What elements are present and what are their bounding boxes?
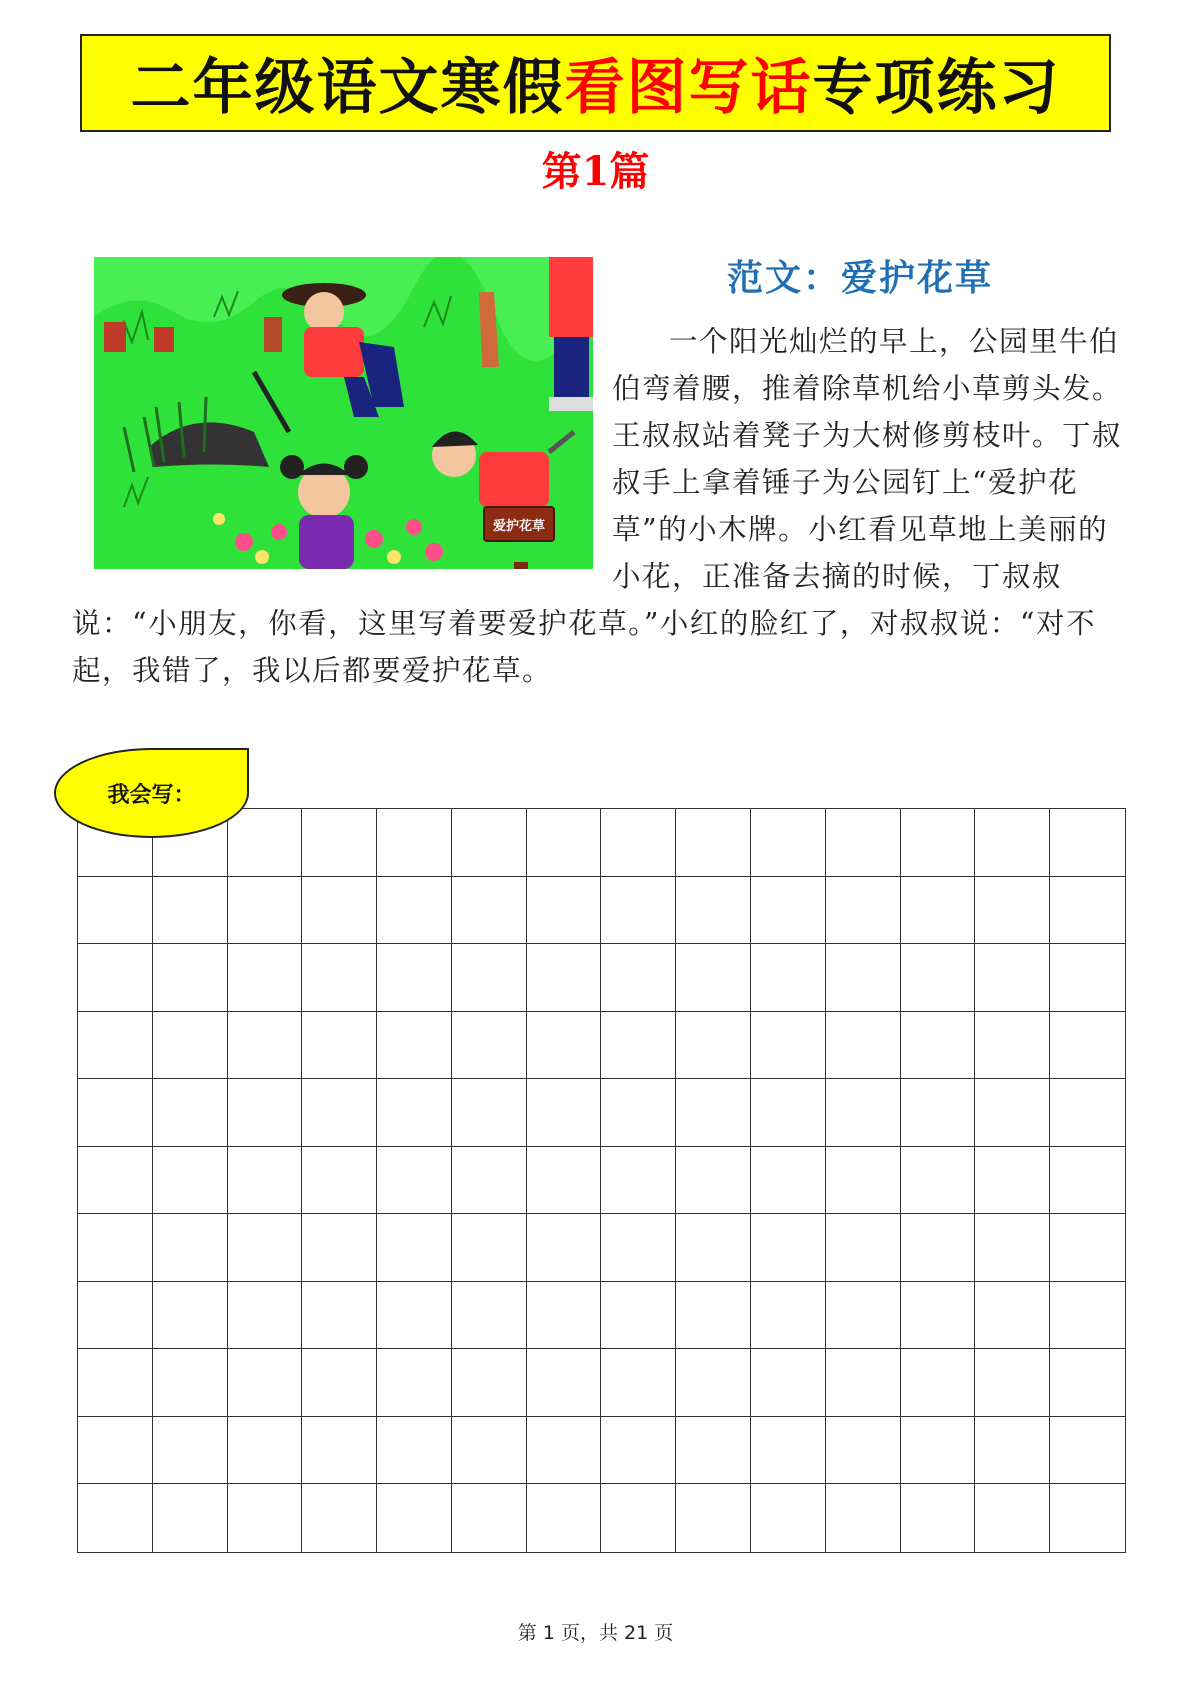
writing-cell[interactable] xyxy=(826,809,901,877)
writing-cell[interactable] xyxy=(676,877,751,945)
writing-cell[interactable] xyxy=(302,1417,377,1485)
writing-cell[interactable] xyxy=(751,1079,826,1147)
writing-cell[interactable] xyxy=(676,1417,751,1485)
writing-cell[interactable] xyxy=(228,1012,303,1080)
writing-cell[interactable] xyxy=(527,809,602,877)
writing-cell[interactable] xyxy=(826,877,901,945)
writing-cell[interactable] xyxy=(901,809,976,877)
writing-cell[interactable] xyxy=(901,944,976,1012)
writing-cell[interactable] xyxy=(452,1282,527,1350)
writing-cell[interactable] xyxy=(78,1282,153,1350)
writing-cell[interactable] xyxy=(527,1484,602,1552)
writing-cell[interactable] xyxy=(452,1079,527,1147)
writing-cell[interactable] xyxy=(975,1012,1050,1080)
essay-body: 一个阳光灿烂的早上，公园里牛伯伯弯着腰，推着除草机给小草剪头发。王叔叔站着凳子为大树修剪枝叶。丁叔叔手上拿着锤子为公园钉上“爱护花草”的小木牌。小红看见草地上美丽的小花，正准备去摘的时候，丁叔叔说：“小朋友，你看，这里写着要爱护花草。”小红的脸红了，对叔叔说：“对不起，我错了，我以后都要爱护花草。 xyxy=(72,325,1123,687)
writing-cell[interactable] xyxy=(1050,877,1125,945)
writing-cell[interactable] xyxy=(153,1484,228,1552)
title-part1: 二年级语文寒假 xyxy=(130,53,565,123)
writing-cell[interactable] xyxy=(751,1147,826,1215)
writing-label: 我会写： xyxy=(107,781,196,808)
writing-cell[interactable] xyxy=(377,1484,452,1552)
writing-cell[interactable] xyxy=(751,1214,826,1282)
writing-cell[interactable] xyxy=(452,1214,527,1282)
writing-cell[interactable] xyxy=(601,1079,676,1147)
page-title xyxy=(80,34,1111,132)
writing-cell[interactable] xyxy=(153,877,228,945)
writing-cell[interactable] xyxy=(826,1282,901,1350)
writing-cell[interactable] xyxy=(901,1282,976,1350)
writing-cell[interactable] xyxy=(153,1012,228,1080)
writing-cell[interactable] xyxy=(975,1147,1050,1215)
writing-cell[interactable] xyxy=(601,1484,676,1552)
writing-cell[interactable] xyxy=(751,1417,826,1485)
writing-cell[interactable] xyxy=(302,1214,377,1282)
writing-cell[interactable] xyxy=(901,1079,976,1147)
writing-cell[interactable] xyxy=(601,809,676,877)
writing-label-bubble xyxy=(54,748,249,838)
writing-cell[interactable] xyxy=(1050,1147,1125,1215)
essay-section xyxy=(72,318,1132,694)
page-footer: 第 1 页，共 21 页 xyxy=(517,1622,674,1644)
writing-cell[interactable] xyxy=(78,877,153,945)
writing-cell[interactable] xyxy=(153,1282,228,1350)
writing-cell[interactable] xyxy=(452,1417,527,1485)
writing-cell[interactable] xyxy=(751,944,826,1012)
writing-cell[interactable] xyxy=(751,1012,826,1080)
writing-cell[interactable] xyxy=(302,1282,377,1350)
writing-cell[interactable] xyxy=(601,1214,676,1282)
writing-cell[interactable] xyxy=(153,1147,228,1215)
writing-cell[interactable] xyxy=(975,1349,1050,1417)
writing-cell[interactable] xyxy=(377,1282,452,1350)
writing-grid xyxy=(77,808,1126,1553)
writing-cell[interactable] xyxy=(676,1012,751,1080)
writing-cell[interactable] xyxy=(975,809,1050,877)
picture-spacer xyxy=(72,318,612,588)
writing-cell[interactable] xyxy=(601,1349,676,1417)
writing-cell[interactable] xyxy=(153,1417,228,1485)
writing-cell[interactable] xyxy=(377,1349,452,1417)
writing-cell[interactable] xyxy=(78,1484,153,1552)
writing-cell[interactable] xyxy=(826,1417,901,1485)
writing-cell[interactable] xyxy=(676,809,751,877)
writing-cell[interactable] xyxy=(1050,1349,1125,1417)
writing-cell[interactable] xyxy=(901,1484,976,1552)
writing-cell[interactable] xyxy=(751,1282,826,1350)
writing-cell[interactable] xyxy=(78,1012,153,1080)
writing-cell[interactable] xyxy=(153,1079,228,1147)
writing-cell[interactable] xyxy=(302,877,377,945)
writing-cell[interactable] xyxy=(452,1147,527,1215)
writing-cell[interactable] xyxy=(527,1147,602,1215)
writing-cell[interactable] xyxy=(826,1012,901,1080)
writing-cell[interactable] xyxy=(901,877,976,945)
title-part2: 专项练习 xyxy=(812,53,1061,123)
writing-cell[interactable] xyxy=(901,1147,976,1215)
writing-cell[interactable] xyxy=(452,944,527,1012)
writing-cell[interactable] xyxy=(153,944,228,1012)
writing-cell[interactable] xyxy=(601,1012,676,1080)
writing-cell[interactable] xyxy=(601,1147,676,1215)
writing-cell[interactable] xyxy=(228,1214,303,1282)
writing-cell[interactable] xyxy=(1050,1417,1125,1485)
writing-cell[interactable] xyxy=(1050,1214,1125,1282)
writing-cell[interactable] xyxy=(751,877,826,945)
writing-cell[interactable] xyxy=(676,1282,751,1350)
writing-cell[interactable] xyxy=(377,877,452,945)
writing-cell[interactable] xyxy=(228,809,303,877)
writing-cell[interactable] xyxy=(527,1417,602,1485)
writing-cell[interactable] xyxy=(78,1349,153,1417)
writing-cell[interactable] xyxy=(302,1012,377,1080)
writing-cell[interactable] xyxy=(1050,944,1125,1012)
writing-cell[interactable] xyxy=(826,1079,901,1147)
writing-cell[interactable] xyxy=(228,877,303,945)
writing-cell[interactable] xyxy=(377,1417,452,1485)
writing-cell[interactable] xyxy=(975,1417,1050,1485)
writing-cell[interactable] xyxy=(601,1417,676,1485)
writing-cell[interactable] xyxy=(751,1349,826,1417)
writing-cell[interactable] xyxy=(1050,809,1125,877)
writing-cell[interactable] xyxy=(826,1214,901,1282)
writing-cell[interactable] xyxy=(452,809,527,877)
writing-cell[interactable] xyxy=(1050,1079,1125,1147)
writing-cell[interactable] xyxy=(228,1484,303,1552)
writing-cell[interactable] xyxy=(527,1282,602,1350)
writing-cell[interactable] xyxy=(78,1147,153,1215)
writing-cell[interactable] xyxy=(975,1079,1050,1147)
writing-cell[interactable] xyxy=(377,1214,452,1282)
writing-cell[interactable] xyxy=(302,1079,377,1147)
writing-cell[interactable] xyxy=(751,1484,826,1552)
writing-cell[interactable] xyxy=(601,1282,676,1350)
writing-cell[interactable] xyxy=(676,1349,751,1417)
writing-cell[interactable] xyxy=(228,1079,303,1147)
writing-cell[interactable] xyxy=(377,1147,452,1215)
writing-cell[interactable] xyxy=(452,1484,527,1552)
sign-text: 爱护花草 xyxy=(492,519,546,534)
writing-cell[interactable] xyxy=(676,944,751,1012)
writing-cell[interactable] xyxy=(78,1079,153,1147)
writing-cell[interactable] xyxy=(78,1214,153,1282)
writing-cell[interactable] xyxy=(975,1214,1050,1282)
writing-cell[interactable] xyxy=(78,1417,153,1485)
title-highlight: 看图写话 xyxy=(564,53,813,123)
writing-cell[interactable] xyxy=(975,877,1050,945)
writing-cell[interactable] xyxy=(228,944,303,1012)
writing-cell[interactable] xyxy=(676,1079,751,1147)
writing-cell[interactable] xyxy=(826,1349,901,1417)
writing-cell[interactable] xyxy=(452,1012,527,1080)
writing-cell[interactable] xyxy=(527,877,602,945)
writing-cell[interactable] xyxy=(452,877,527,945)
writing-cell[interactable] xyxy=(676,1147,751,1215)
article-number: 第1篇 xyxy=(541,148,650,195)
writing-cell[interactable] xyxy=(228,1147,303,1215)
writing-cell[interactable] xyxy=(377,1079,452,1147)
writing-cell[interactable] xyxy=(153,1214,228,1282)
essay-title: 范文：爱护花草 xyxy=(726,257,993,299)
writing-cell[interactable] xyxy=(302,809,377,877)
writing-cell[interactable] xyxy=(676,1214,751,1282)
writing-cell[interactable] xyxy=(527,1349,602,1417)
writing-cell[interactable] xyxy=(228,1282,303,1350)
writing-cell[interactable] xyxy=(975,1282,1050,1350)
writing-cell[interactable] xyxy=(527,1214,602,1282)
writing-cell[interactable] xyxy=(751,809,826,877)
writing-cell[interactable] xyxy=(228,1417,303,1485)
writing-cell[interactable] xyxy=(1050,1282,1125,1350)
writing-cell[interactable] xyxy=(901,1012,976,1080)
writing-cell[interactable] xyxy=(975,1484,1050,1552)
writing-cell[interactable] xyxy=(78,944,153,1012)
writing-cell[interactable] xyxy=(527,1079,602,1147)
writing-cell[interactable] xyxy=(676,1484,751,1552)
writing-cell[interactable] xyxy=(826,1147,901,1215)
writing-cell[interactable] xyxy=(1050,1484,1125,1552)
writing-cell[interactable] xyxy=(302,1349,377,1417)
writing-cell[interactable] xyxy=(826,944,901,1012)
writing-cell[interactable] xyxy=(228,1349,303,1417)
writing-cell[interactable] xyxy=(975,944,1050,1012)
writing-cell[interactable] xyxy=(302,1484,377,1552)
writing-cell[interactable] xyxy=(601,944,676,1012)
writing-cell[interactable] xyxy=(901,1417,976,1485)
writing-cell[interactable] xyxy=(377,1012,452,1080)
writing-cell[interactable] xyxy=(826,1484,901,1552)
writing-cell[interactable] xyxy=(527,944,602,1012)
writing-cell[interactable] xyxy=(601,877,676,945)
writing-cell[interactable] xyxy=(377,809,452,877)
writing-cell[interactable] xyxy=(901,1214,976,1282)
writing-cell[interactable] xyxy=(153,1349,228,1417)
writing-cell[interactable] xyxy=(302,1147,377,1215)
writing-cell[interactable] xyxy=(377,944,452,1012)
writing-cell[interactable] xyxy=(452,1349,527,1417)
writing-cell[interactable] xyxy=(901,1349,976,1417)
writing-cell[interactable] xyxy=(1050,1012,1125,1080)
writing-cell[interactable] xyxy=(527,1012,602,1080)
writing-cell[interactable] xyxy=(302,944,377,1012)
